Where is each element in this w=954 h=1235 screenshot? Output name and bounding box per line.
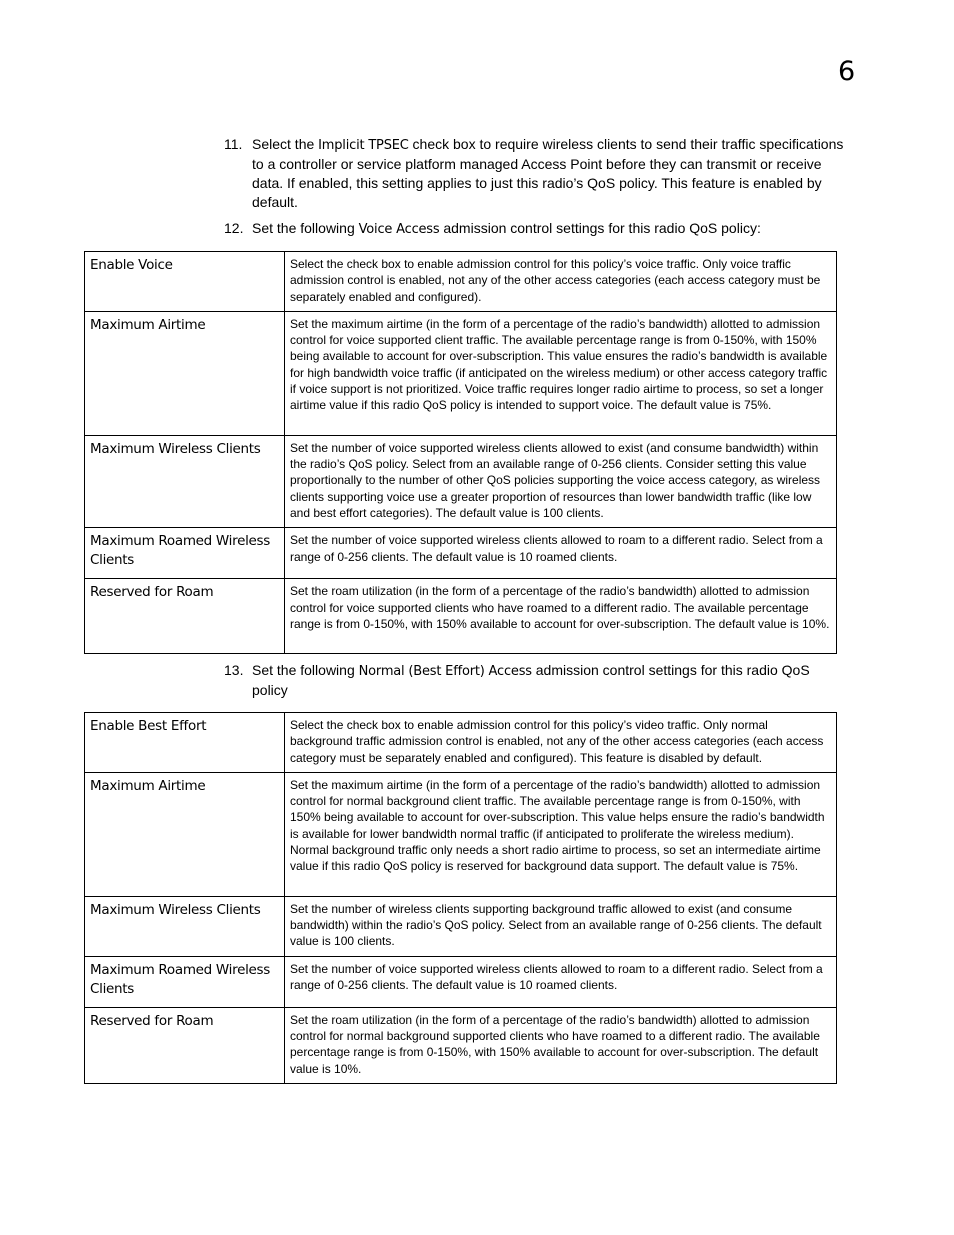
- setting-label: Maximum Airtime: [85, 311, 285, 435]
- voice-access-table: [84, 251, 837, 654]
- setting-label: Maximum Roamed Wireless Clients: [85, 956, 285, 1007]
- setting-description: Set the number of voice supported wireless clients allowed to roam to a different radio. Select from a range of 0-256 clients. The default value is 10 roamed clients.: [285, 956, 837, 1007]
- step-text-suffix: check box to require wireless clients to send their traffic specifications to a controller or service platform managed Access Point before they can transmit or receive data. If enabled, this setting applies to just this radio’s QoS policy. This feature is enabled by default.: [252, 136, 844, 210]
- step-text: [252, 219, 844, 239]
- step-text-suffix: admission control settings for this radio QoS policy: [252, 662, 810, 698]
- step-text: [252, 661, 844, 700]
- table-row: [85, 772, 837, 896]
- setting-label: Maximum Wireless Clients: [85, 435, 285, 527]
- table-row: [85, 528, 837, 579]
- best-effort-access-table: [84, 712, 837, 1084]
- setting-description: Set the number of voice supported wireless clients allowed to exist (and consume bandwidth) within the radio’s QoS policy. Select from an available range of 0-256 clients. Consider setting this value proportionally to the number of other QoS policies supporting the voice access category, as wireless clients supporting voice use a greater proportion of resources than lower bandwidth traffic (like low and best effort categories). The default value is 100 clients.: [285, 435, 837, 527]
- setting-description: Set the maximum airtime (in the form of a percentage of the radio’s bandwidth) allotted to admission control for voice supported client traffic. The available percentage range is from 0-150%, with 150% being available to account for over-subscription. This value ensures the radio’s bandwidth is available for high bandwidth voice traffic (if anticipated on the wireless medium) or other access category traffic if voice support is not prioritized. Voice traffic requires longer radio airtime to process, so set a longer airtime value if this radio QoS policy is intended to support voice. The default value is 75%.: [285, 311, 837, 435]
- setting-description: Set the number of wireless clients supporting background traffic allowed to exist (and consume bandwidth) within the radio’s QoS policy. Select from an available range of 0-256 clients. The default value is 100 clients.: [285, 896, 837, 956]
- setting-label: Maximum Wireless Clients: [85, 896, 285, 956]
- table-row: [85, 713, 837, 773]
- step-12: [224, 219, 844, 239]
- setting-label: Reserved for Roam: [85, 579, 285, 654]
- setting-label: Enable Voice: [85, 252, 285, 312]
- setting-label: Reserved for Roam: [85, 1007, 285, 1083]
- step-text-prefix: Set the following: [252, 220, 359, 236]
- ui-term: Normal (Best Effort) Access: [358, 664, 532, 679]
- step-text-prefix: Select the: [252, 136, 319, 152]
- step-number: 13.: [224, 662, 244, 678]
- setting-description: Set the number of voice supported wireless clients allowed to roam to a different radio. Select from a range of 0-256 clients. The default value is 10 roamed clients.: [285, 528, 837, 579]
- ui-term: Voice Access: [358, 222, 440, 237]
- table-row: [85, 435, 837, 527]
- setting-description: Select the check box to enable admission control for this policy’s voice traffic. Only voice traffic admission control is enabled, not any of the other access categories (each access category must be separately enabled and configured).: [285, 252, 837, 312]
- setting-label: Enable Best Effort: [85, 713, 285, 773]
- step-text-prefix: Set the following: [252, 662, 359, 678]
- step-number: 11.: [224, 136, 243, 152]
- step-text: [252, 135, 844, 212]
- setting-description: Set the roam utilization (in the form of a percentage of the radio’s bandwidth) allotted to admission control for voice supported clients who have roamed to a different radio. The available percentage range is from 0-150%, with 150% available to account for over-subscription. The default value is 10%.: [285, 579, 837, 654]
- step-number: 12.: [224, 220, 244, 236]
- setting-label: Maximum Roamed Wireless Clients: [85, 528, 285, 579]
- setting-description: Set the roam utilization (in the form of a percentage of the radio’s bandwidth) allotted to admission control for normal background supported clients who have roamed to a different radio. The available percentage range is from 0-150%, with 150% available to account for over-subscription. The default value is 10%.: [285, 1007, 837, 1083]
- step-11: [224, 135, 844, 212]
- table-row: [85, 956, 837, 1007]
- step-13: [224, 661, 844, 700]
- table-row: [85, 252, 837, 312]
- setting-description: Set the maximum airtime (in the form of a percentage of the radio’s bandwidth) allotted to admission control for normal background client traffic. The available percentage range is from 0-150%, with 150% being available to account for over-subscription. This value helps ensure the radio’s bandwidth is available for lower bandwidth normal traffic (if anticipated to proliferate the wireless medium). Normal background traffic only needs a short radio airtime to process, so set an intermediate airtime value if this radio QoS policy is reserved for background data support. The default value is 75%.: [285, 772, 837, 896]
- table-row: [85, 896, 837, 956]
- setting-label: Maximum Airtime: [85, 772, 285, 896]
- step-text-suffix: admission control settings for this radio QoS policy:: [439, 220, 761, 236]
- table-row: [85, 579, 837, 654]
- chapter-number: 6: [838, 56, 856, 87]
- setting-description: Select the check box to enable admission control for this policy’s video traffic. Only normal background traffic admission control is enabled, not any of the other access categories (each access category must be separately enabled and configured). This feature is disabled by default.: [285, 713, 837, 773]
- table-row: [85, 311, 837, 435]
- ui-term: Implicit TPSEC: [318, 138, 409, 153]
- table-row: [85, 1007, 837, 1083]
